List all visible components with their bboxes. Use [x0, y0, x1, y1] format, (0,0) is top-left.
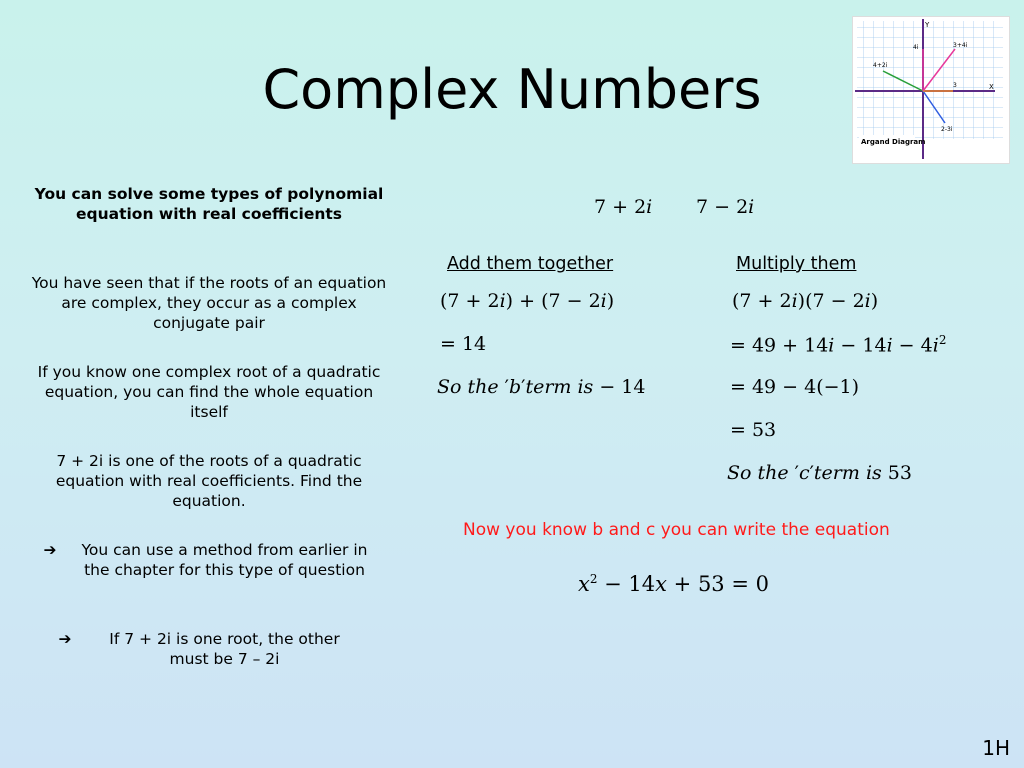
argand-caption: Argand Diagram: [861, 138, 926, 146]
label-3-4i: 3+4i: [953, 42, 968, 49]
add-line-2: = 14: [440, 333, 487, 355]
multiply-line-2-exponent: 2: [938, 333, 947, 347]
argand-diagram-graphic: [853, 17, 1009, 163]
final-equation: [578, 572, 769, 596]
left-paragraph-one-root: If you know one complex root of a quadratic equation, you can find the whole equation itself: [37, 363, 381, 421]
left-heading: You can solve some types of polynomial equation with real coefficients: [34, 185, 384, 223]
left-bullet-method: [30, 540, 388, 580]
multiply-line-2-text: = 49 + 14𝑖 − 14𝑖 − 4𝑖: [730, 334, 939, 357]
arrow-icon: ➔: [58, 630, 72, 648]
left-bullet-other-root: [30, 629, 388, 669]
final-equation-rest: − 14𝑥 + 53 = 0: [597, 572, 769, 596]
final-equation-exponent: 2: [589, 572, 598, 586]
multiply-line-5: 𝑆𝑜 𝑡ℎ𝑒 ′𝑐′𝑡𝑒𝑟𝑚 𝑖𝑠 53: [727, 462, 912, 484]
label-3: 3: [953, 82, 957, 89]
add-heading: Add them together: [447, 254, 614, 274]
multiply-line-1: (7 + 2𝑖)(7 − 2𝑖): [732, 290, 879, 312]
bullet-text-other-root: If 7 + 2i is one root, the other must be 7 – 2i: [109, 630, 340, 668]
bullet-text-method: You can use a method from earlier in the chapter for this type of question: [81, 541, 368, 579]
add-line-1: (7 + 2𝑖) + (7 − 2𝑖): [440, 290, 615, 312]
left-paragraph-problem: 7 + 2i is one of the roots of a quadratic equation with real coefficients. Find the equation.: [55, 452, 363, 510]
argand-diagram-image: [852, 16, 1010, 164]
root-two: 7 − 2𝑖: [696, 196, 755, 218]
arrow-icon: ➔: [43, 541, 57, 559]
multiply-line-2: [730, 333, 946, 356]
label-2-3i: 2-3i: [941, 126, 953, 133]
add-line-3: 𝑆𝑜 𝑡ℎ𝑒 ′𝑏′𝑡𝑒𝑟𝑚 𝑖𝑠 − 14: [437, 376, 646, 398]
slide-footer-label: 1H: [982, 736, 1010, 760]
multiply-line-3: = 49 − 4(−1): [730, 376, 860, 398]
label-4i: 4i: [913, 44, 919, 51]
slide-title: Complex Numbers: [262, 58, 762, 121]
axis-y-label: Y: [925, 21, 930, 29]
multiply-line-4: = 53: [730, 419, 777, 441]
final-equation-x: 𝑥: [578, 572, 590, 596]
conclusion-text: Now you know b and c you can write the equation: [463, 520, 890, 540]
left-paragraph-conjugate: You have seen that if the roots of an equation are complex, they occur as a complex conjugate pair: [31, 274, 387, 332]
root-one: 7 + 2𝑖: [594, 196, 653, 218]
multiply-heading: Multiply them: [736, 254, 857, 274]
axis-x-label: X: [989, 83, 994, 91]
label-4-2i: 4+2i: [873, 62, 888, 69]
